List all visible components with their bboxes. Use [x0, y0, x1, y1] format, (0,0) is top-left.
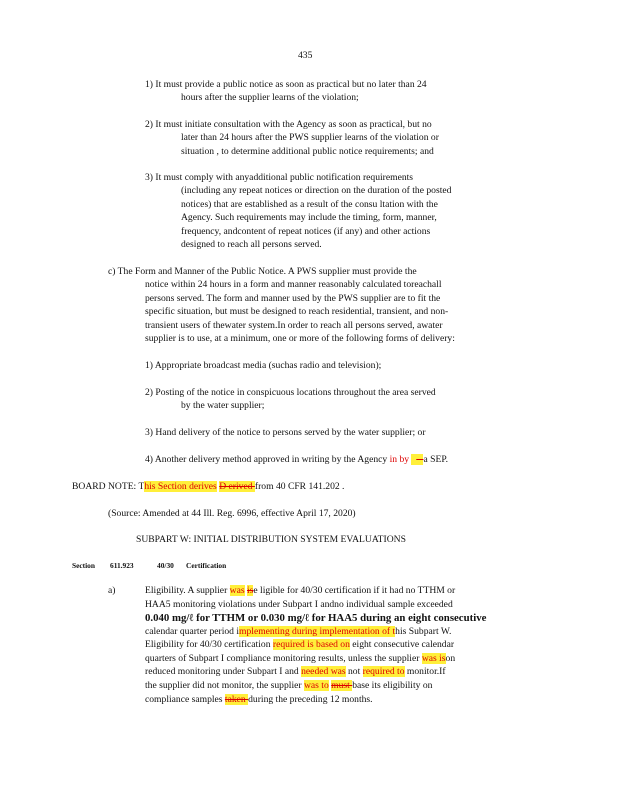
- paragraph-line: specific situation, but must be designed to reach residential, transient, and non-: [145, 306, 449, 317]
- highlight-mark: [225, 694, 248, 705]
- text-run: on: [445, 653, 456, 664]
- list-item: [145, 454, 448, 466]
- page-number: 435: [298, 50, 313, 61]
- list-item-continued: frequency, andcontent of repeat notices (if any) and other actions: [181, 226, 431, 237]
- paragraph-line: 0.040 mg/ℓ for TTHM or 0.030 mg/ℓ for HAA5 during an eight consecutive: [145, 612, 487, 624]
- text-run: not: [345, 666, 363, 677]
- list-item-continued: notices) that are established as a result of the consu ltation with the: [181, 199, 438, 210]
- text-run: eight consecutive calendar: [349, 639, 455, 650]
- inserted-text: was to: [303, 680, 329, 691]
- list-item: 3) Hand delivery of the notice to persons served by the water supplier; or: [145, 427, 426, 438]
- paragraph-line: persons served. The form and manner used by the PWS supplier are to fit the: [145, 293, 441, 304]
- paragraph-line: transient users of thewater system.In order to reach all persons served, awater: [145, 320, 443, 331]
- board-note-lead: BOARD NOTE: T: [72, 481, 145, 492]
- deleted-text: taken: [224, 694, 249, 705]
- list-item-text: 4) Another delivery method approved in writing by the Agency: [145, 454, 388, 465]
- paragraph-line: [145, 653, 455, 665]
- text-run: e ligible for 40/30 certification if it had no TTHM or: [253, 585, 456, 596]
- section-label: Section: [72, 561, 95, 570]
- list-item-continued: designed to reach all persons served.: [181, 239, 322, 250]
- paragraph-line: [145, 680, 432, 692]
- deleted-text: D erived: [219, 481, 255, 492]
- list-item-continued: situation , to determine additional public notice requirements; and: [181, 146, 434, 157]
- paragraph-line: notice within 24 hours in a form and manner reasonably calculated toreachall: [145, 279, 442, 290]
- text-run: during the preceding 12 months.: [248, 694, 373, 705]
- board-note-tail: from 40 CFR 141.202 .: [254, 481, 345, 492]
- paragraph-line: c) The Form and Manner of the Public Notice. A PWS supplier must provide the: [108, 266, 417, 277]
- paragraph-line: supplier is to use, at a minimum, one or more of the following forms of delivery:: [145, 333, 455, 344]
- inserted-text: was is: [421, 653, 446, 664]
- list-item: 3) It must comply with anyadditional public notification requirements: [145, 172, 414, 183]
- paragraph-line: [145, 666, 446, 678]
- text-run: Eligibility for 40/30 certification: [145, 639, 273, 650]
- highlight-mark: [331, 680, 352, 691]
- list-item: 2) Posting of the notice in conspicuous locations throughout the area served: [145, 387, 436, 398]
- inserted-text: needed was: [301, 666, 346, 677]
- list-item: 1) Appropriate broadcast media (suchas radio and television);: [145, 360, 382, 371]
- list-item-continued: by the water supplier;: [181, 400, 265, 411]
- list-item: 2) It must initiate consultation with the Agency as soon as practical, but no: [145, 119, 432, 130]
- inserted-text: his Section derives: [144, 481, 217, 492]
- paragraph-line: [145, 585, 455, 597]
- paragraph-line: HAA5 monitoring violations under Subpart I andno individual sample exceeded: [145, 599, 453, 610]
- deleted-text: must: [331, 680, 353, 691]
- list-item-continued: later than 24 hours after the PWS supplier learns of the violation or: [181, 132, 439, 143]
- inserted-text: mplementing during implementation of t: [239, 626, 396, 637]
- text-run: calendar quarter period i: [145, 626, 240, 637]
- list-item-continued: (including any repeat notices or direction on the duration of the posted: [181, 185, 452, 196]
- text-run: compliance samples: [145, 694, 225, 705]
- text-run: Eligibility. A supplier: [145, 585, 230, 596]
- section-title-2: Certification: [186, 561, 227, 570]
- text-run: the supplier did not monitor, the supplier: [145, 680, 304, 691]
- list-item-continued: hours after the supplier learns of the violation;: [181, 92, 359, 103]
- highlight-mark: [219, 481, 255, 492]
- text-run: quarters of Subpart I compliance monitoring results, unless the supplier: [145, 653, 422, 664]
- text-run: his Subpart W.: [395, 626, 452, 637]
- list-item-continued: Agency. Such requirements may include the timing, form, manner,: [181, 212, 437, 223]
- deleted-text: is: [246, 585, 254, 596]
- highlight-mark: [411, 454, 423, 465]
- paragraph-a-marker: a): [108, 585, 116, 596]
- inserted-text: required is based on: [272, 639, 350, 650]
- section-title: 40/30: [157, 561, 174, 570]
- list-item: 1) It must provide a public notice as soon as practical but no later than 24: [145, 79, 427, 90]
- text-run: reduced monitoring under Subpart I and: [145, 666, 302, 677]
- inserted-text: in by: [389, 454, 410, 465]
- section-number: 611.923: [110, 561, 134, 570]
- list-item-end: a SEP.: [423, 454, 448, 465]
- inserted-text: required to: [362, 666, 405, 677]
- paragraph-line: [145, 626, 451, 638]
- paragraph-line: [145, 694, 373, 706]
- subpart-heading: SUBPART W: INITIAL DISTRIBUTION SYSTEM EVALUATIONS: [136, 534, 406, 545]
- text-run: monitor.If: [404, 666, 446, 677]
- text-run: base its eligibility on: [352, 680, 433, 691]
- board-note: [72, 481, 344, 493]
- source-note: (Source: Amended at 44 Ill. Reg. 6996, effective April 17, 2020): [108, 508, 356, 519]
- inserted-text: was: [229, 585, 245, 596]
- paragraph-line: [145, 639, 454, 651]
